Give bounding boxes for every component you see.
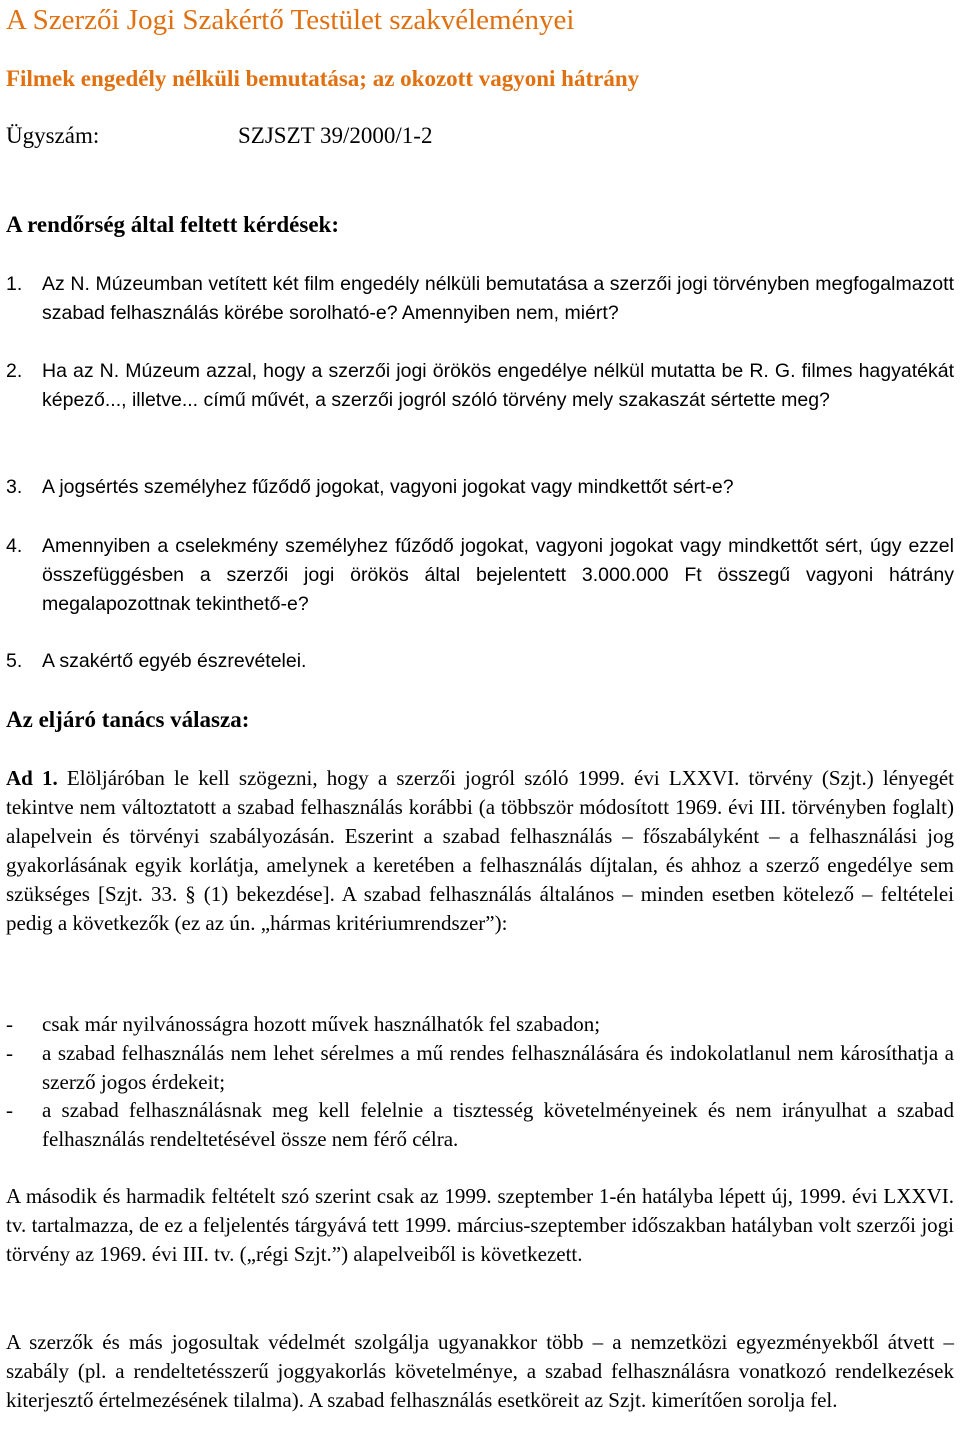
question-item xyxy=(6,270,954,328)
case-number-row xyxy=(6,121,433,151)
bullet-item xyxy=(6,1096,954,1154)
ad1-text: Elöljáróban le kell szögezni, hogy a szerzői jogról szóló 1999. évi LXXVI. törvény (Szjt.) lényegét tekintve nem változtatott a szabad felhasználás korábbi (a többször módosított 1969. évi III. törvényben foglalt) alapelvein és törvényi szabályozásán. Eszerint a szabad felhasználás – főszabályként – a felhasználási jog gyakorlásának egyik korlátja, amelynek a keretében a felhasználás díjtalan, és ahhoz a szerző engedélye sem szükséges [Szjt. 33. § (1) bekezdése]. A szabad felhasználás általános – minden esetben kötelező – feltételei pedig a következők (ez az ún. „hármas kritériumrendszer”): xyxy=(6,766,954,935)
questions-heading: A rendőrség által feltett kérdések: xyxy=(6,212,339,237)
question-text: A szakértő egyéb észrevételei. xyxy=(42,650,307,672)
bullet-dash: - xyxy=(6,1012,13,1036)
ad1-label: Ad 1. xyxy=(6,766,58,790)
document-subtitle: Filmek engedély nélküli bemutatása; az okozott vagyoni hátrány xyxy=(6,66,640,91)
question-item xyxy=(6,473,954,502)
question-text: Az N. Múzeumban vetített két film engedély nélküli bemutatása a szerzői jogi törvényben megfogalmazott szabad felhasználás körébe sorolható-e? Amennyiben nem, miért? xyxy=(42,273,954,324)
question-text: A jogsértés személyhez fűződő jogokat, vagyoni jogokat vagy mindkettőt sért-e? xyxy=(42,476,734,498)
question-text: Ha az N. Múzeum azzal, hogy a szerzői jogi örökös engedélye nélkül mutatta be R. G. filmes hagyatékát képező..., illetve... című művét, a szerzői jogról szóló törvény mely szakaszát sértette meg? xyxy=(42,360,954,411)
document-title: A Szerzői Jogi Szakértő Testület szakvéleményei xyxy=(6,4,575,36)
paragraph-second-third: A második és harmadik feltételt szó szerint csak az 1999. szeptember 1-én hatályba lépett új, 1999. évi LXXVI. tv. tartalmazza, de ez a feljelentés tárgyává tett 1999. március-szeptember időszakban hatályban volt szerzői jogi törvény az 1969. évi III. tv. („régi Szjt.”) alapelveiből is következett. xyxy=(6,1184,954,1266)
bullet-item xyxy=(6,1039,954,1097)
case-number: SZJSZT 39/2000/1-2 xyxy=(238,123,433,148)
answer-heading: Az eljáró tanács válasza: xyxy=(6,707,250,732)
question-item xyxy=(6,357,954,415)
question-number: 3. xyxy=(6,476,23,498)
paragraph-protection: A szerzők és más jogosultak védelmét szolgálja ugyanakkor több – a nemzetközi egyezményekből átvett – szabály (pl. a rendeltetésszerű joggyakorlás követelménye, a szabad felhasználásra vonatkozó rendelkezések kiterjesztő értelmezésének tilalma). A szabad felhasználás esetköreit az Szjt. kimerítően sorolja fel. xyxy=(6,1330,954,1412)
bullet-dash: - xyxy=(6,1098,13,1122)
question-number: 5. xyxy=(6,650,23,672)
bullet-text: a szabad felhasználás nem lehet sérelmes a mű rendes felhasználására és indokolatlanul nem károsíthatja a szerző jogos érdekeit; xyxy=(42,1041,954,1094)
bullet-item xyxy=(6,1010,954,1039)
question-number: 2. xyxy=(6,360,23,382)
case-label: Ügyszám: xyxy=(6,123,100,148)
answer-paragraph xyxy=(6,764,954,938)
bullet-text: csak már nyilvánosságra hozott művek használhatók fel szabadon; xyxy=(42,1012,601,1036)
bullet-dash: - xyxy=(6,1041,13,1065)
question-item xyxy=(6,647,954,676)
question-number: 4. xyxy=(6,535,23,557)
bullet-text: a szabad felhasználásnak meg kell felelnie a tisztesség követelményeinek és nem irányulhat a szabad felhasználás rendeltetésével össze nem férő célra. xyxy=(42,1098,954,1151)
question-item xyxy=(6,532,954,619)
question-text: Amennyiben a cselekmény személyhez fűződő jogokat, vagyoni jogokat vagy mindkettőt sért, úgy ezzel összefüggésben a szerzői jogi örökös által bejelentett 3.000.000 Ft összegű vagyoni hátrány megalapozottnak tekinthető-e? xyxy=(42,535,954,615)
question-number: 1. xyxy=(6,273,23,295)
